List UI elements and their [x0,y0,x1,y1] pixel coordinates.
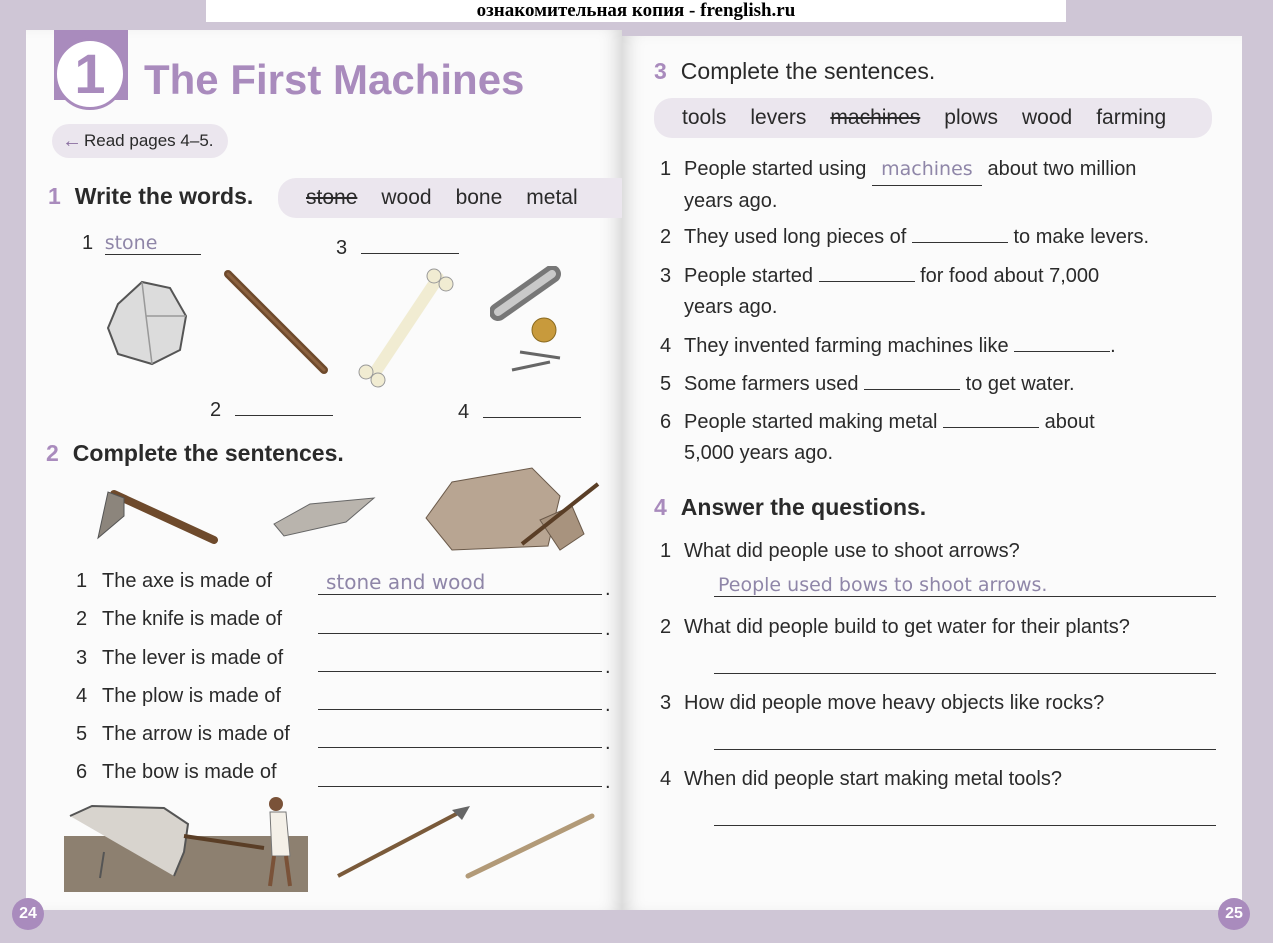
section-number: 1 [48,183,61,209]
answer-blank[interactable] [318,724,602,748]
sentence-text: about [1044,411,1095,433]
s4-question-1 [660,536,1224,567]
word-label-2 [210,396,333,422]
section-title: Complete the sentences. [72,440,344,466]
item-number: 2 [210,399,222,421]
period: . [605,656,611,678]
bow-image [462,810,598,882]
answer-line[interactable] [714,650,1216,674]
unit-number-badge: 1 [54,38,126,110]
s3-item-3 [660,261,1224,323]
s3-item-4 [660,331,1224,362]
sentence-text: The bow is made of [102,761,277,783]
section-1-heading [48,183,253,210]
s3-item-5 [660,369,1224,400]
item-number: 3 [660,265,672,287]
sentence-text: The axe is made of [102,570,273,592]
section-2-heading [46,440,344,467]
sentence-text: They invented farming machines like [684,335,1009,357]
answer-blank[interactable]: machines [872,154,982,186]
period: . [605,732,611,754]
sentence-text: The lever is made of [102,647,284,669]
item-number: 3 [660,692,672,714]
item-number: 6 [76,761,88,783]
word-label-3 [336,234,459,260]
answer-blank[interactable]: stone [105,232,201,255]
period: . [605,618,611,640]
s4-question-3 [660,688,1224,719]
section-number: 2 [46,440,59,466]
answer-blank[interactable] [483,398,581,418]
answer-line[interactable]: People used bows to shoot arrows. [714,574,1216,597]
item-number: 4 [660,335,672,357]
answer-blank[interactable] [1014,332,1110,352]
page-title: The First Machines [144,56,525,103]
s4-question-4 [660,764,1224,795]
word-label-1 [82,232,201,255]
section-3-heading [654,58,935,85]
item-number: 5 [76,723,88,745]
question-text: When did people start making metal tools? [684,768,1062,790]
item-number: 1 [76,570,88,592]
sentence-4 [76,685,281,708]
page-number-left: 24 [12,898,44,930]
axe-image [94,482,220,548]
item-number: 4 [76,685,88,707]
arrow-image [332,804,472,882]
section-title: Answer the questions. [680,494,927,520]
item-number: 3 [76,647,88,669]
section-title: Complete the sentences. [680,58,936,84]
word-bank-item: wood [1021,106,1073,129]
sentence-text: . [1110,335,1116,357]
sentence-text: The plow is made of [102,685,281,707]
word-bank-3 [654,98,1212,138]
s3-item-2 [660,222,1224,253]
wood-stick-image [222,268,332,380]
word-label-4 [458,398,581,424]
sentence-text: for food about 7,000 [920,265,1100,287]
item-number: 4 [458,401,470,423]
item-number: 3 [336,237,348,259]
answer-line[interactable] [714,802,1216,826]
answer-blank[interactable] [318,763,602,787]
section-number: 3 [654,58,667,84]
section-4-heading [654,494,926,521]
section-title: Write the words. [74,183,254,209]
item-number: 1 [82,232,94,254]
answer-blank[interactable] [235,396,333,416]
left-page [26,30,622,910]
metal-image [490,266,570,386]
word-bank-item: farming [1096,106,1167,129]
answer-blank[interactable] [361,234,459,254]
s3-item-6 [660,407,1224,469]
answer-blank[interactable] [864,370,960,390]
item-number: 2 [660,226,672,248]
s4-question-2 [660,612,1224,643]
knife-image [270,490,382,542]
item-number: 1 [660,540,672,562]
item-number: 6 [660,411,672,433]
answer-blank[interactable] [318,610,602,634]
sentence-text: about two million [987,158,1137,180]
word-bank-item: plows [944,106,998,129]
sentence-text: The arrow is made of [102,723,290,745]
sentence-text: People started making metal [684,411,938,433]
stone-image [104,276,190,368]
sentence-2 [76,608,282,631]
plow-ox-image [64,796,308,892]
sentence-text: Some farmers used [684,373,859,395]
sentence-text: They used long pieces of [684,226,907,248]
question-text: What did people build to get water for their plants? [684,616,1130,638]
period: . [605,578,611,600]
word-bank-item: tools [682,106,727,129]
word-bank-item: stone [306,186,358,209]
answer-blank[interactable] [318,648,602,672]
answer-line[interactable] [714,726,1216,750]
sentence-text: People started [684,265,813,287]
sentence-text: years ago. [684,190,778,212]
page-number-right: 25 [1218,898,1250,930]
sentence-3 [76,647,283,670]
period: . [605,771,611,793]
section-number: 4 [654,494,667,520]
word-bank-item: wood [381,186,432,209]
item-number: 5 [660,373,672,395]
read-pages-text: Read pages 4–5. [84,131,214,150]
sentence-6 [76,761,277,784]
sentence-text: 5,000 years ago. [684,442,833,464]
question-text: What did people use to shoot arrows? [684,540,1020,562]
sentence-5 [76,723,290,746]
watermark-banner: ознакомительная копия - frenglish.ru [206,0,1066,22]
read-pages-pill [52,124,228,158]
item-number: 4 [660,768,672,790]
answer-blank[interactable]: stone and wood [318,570,602,595]
word-bank-1 [278,178,622,218]
word-bank-item: bone [455,186,503,209]
lever-rock-image [422,462,602,554]
sentence-text: to make levers. [1013,226,1150,248]
answer-blank[interactable] [318,686,602,710]
right-page [622,36,1242,910]
word-bank-item: machines [830,106,921,129]
arrow-left-icon: ← [62,130,82,152]
item-number: 2 [76,608,88,630]
answer-blank[interactable] [943,408,1039,428]
word-bank-item: levers [750,106,807,129]
sentence-text: The knife is made of [102,608,283,630]
answer-blank[interactable] [819,262,915,282]
item-number: 1 [660,158,672,180]
sentence-text: years ago. [684,296,778,318]
period: . [605,694,611,716]
s3-item-1 [660,154,1224,217]
bone-image [356,268,456,388]
sentence-text: People started using [684,158,867,180]
question-text: How did people move heavy objects like rocks? [684,692,1105,714]
item-number: 2 [660,616,672,638]
answer-blank[interactable] [912,223,1008,243]
word-bank-item: metal [526,186,578,209]
sentence-1 [76,570,272,593]
sentence-text: to get water. [965,373,1075,395]
